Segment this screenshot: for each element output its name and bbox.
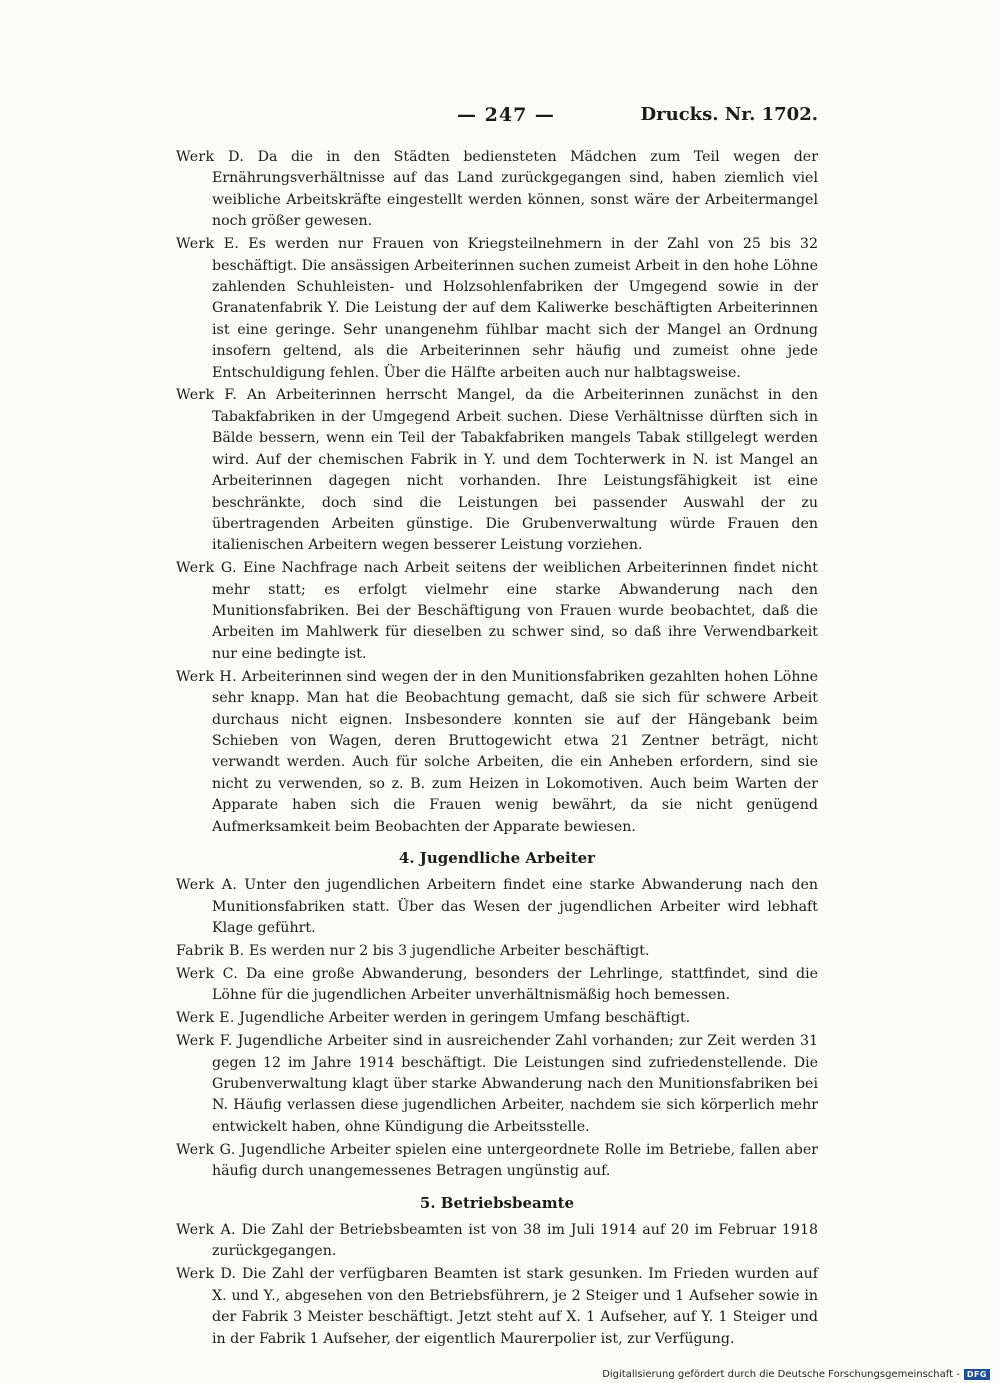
entry-text: Jugendliche Arbeiter spielen eine untergeordnete Rolle im Betriebe, fallen aber häufig durch unangemessenes Betragen ungünstig auf. [212, 1141, 818, 1180]
report-entry [176, 875, 818, 939]
entry-label: Werk H. [176, 668, 237, 685]
entry-label: Werk E. [176, 236, 240, 253]
entry-label: Werk C. [176, 966, 239, 983]
entry-label: Werk A. [176, 877, 238, 894]
page-number: — 247 — [457, 104, 555, 126]
entry-label: Werk F. [176, 387, 238, 404]
entry-label: Werk D. [176, 1266, 237, 1283]
entry-label: Werk D. [176, 149, 245, 165]
report-entry [176, 1264, 818, 1350]
entry-text: Da die in den Städten bediensteten Mädchen zum Teil wegen der Ernährungsverhältnisse auf das Land zurückgegangen sind, haben ziemlich viel weibliche Arbeitskräfte eingestellt werden können, sonst wäre der Arbeitermangel noch größer gewesen. [212, 149, 818, 230]
entry-text: Da eine große Abwanderung, besonders der Lehrlinge, stattfindet, sind die Löhne für die jugendlichen Arbeiter unverhältnismäßig hoch bemessen. [212, 966, 818, 1004]
entry-label: Werk E. [176, 1010, 235, 1027]
entry-text: Jugendliche Arbeiter werden in geringem Umfang beschäftigt. [239, 1010, 691, 1027]
report-entry [176, 558, 818, 665]
report-entry [176, 1220, 818, 1263]
section-heading: 4. Jugendliche Arbeiter [398, 849, 596, 867]
report-entry [176, 964, 818, 1007]
document-reference: Drucks. Nr. 1702. [640, 104, 818, 125]
section-heading: 5. Betriebsbeamte [419, 1193, 575, 1212]
document-body [176, 147, 818, 1351]
entry-text: Es werden nur 2 bis 3 jugendliche Arbeiter beschäftigt. [249, 943, 650, 960]
entry-label: Werk F. [176, 1033, 233, 1050]
entry-text: Unter den jugendlichen Arbeitern findet eine starke Abwanderung nach den Munitionsfabriken statt. Über das Wesen der jugendlichen Arbeiter wird lebhaft Klage geführt. [212, 877, 818, 937]
entry-text: Die Zahl der verfügbaren Beamten ist stark gesunken. Im Frieden wurden auf X. und Y., abgesehen von den Betriebsführern, je 2 Steiger und 1 Aufseher sowie in der Fabrik 3 Meister beschäftigt. Jetzt steht auf X. 1 Aufseher, auf Y. 1 Steiger und in der Fabrik 1 Aufseher, der eigentlich Maurerpolier ist, zur Verfügung. [212, 1266, 818, 1347]
entry-text: Arbeiterinnen sind wegen der in den Munitionsfabriken gezahlten hohen Löhne sehr knapp. Man hat die Beobachtung gemacht, daß sie sich für schwere Arbeit durchaus nicht eignen. Insbesondere konnten sie auf der Hängebank beim Schieben von Wagen, deren Bruttogewicht etwa 21 Zentner beträgt, nicht verwandt werden. Auch für solche Arbeiten, die ein Anheben erfordern, sind sie nicht zu verwenden, so z. B. zum Heizen in Lokomotiven. Auch beim Warten der Apparate haben sich die Frauen wenig bewährt, da sie nicht genügend Aufmerksamkeit beim Beobachten der Apparate bewiesen. [212, 668, 818, 835]
entry-label: Fabrik B. [176, 943, 245, 960]
page-header [176, 104, 818, 132]
entry-text: Jugendliche Arbeiter sind in ausreichender Zahl vorhanden; zur Zeit werden 31 gegen 12 im Jahre 1914 beschäftigt. Die Leistungen sind zufriedenstellende. Die Grubenverwaltung klagt über starke Abwanderung nach den Munitionsfabriken bei N. Häufig verlassen diese jugendlichen Arbeiter, nachdem sie sich körperlich mehr entwickelt haben, ohne Kündigung die Arbeitsstelle. [212, 1033, 818, 1135]
entry-text: Eine Nachfrage nach Arbeit seitens der weiblichen Arbeiterinnen findet nicht mehr statt; es erfolgt vielmehr eine starke Abwanderung nach den Munitionsfabriken. Bei der Beschäftigung von Frauen wurde beobachtet, daß die Arbeiten im Mahlwerk für dieselben zu schwer sind, so daß ihre Verwendbarkeit nur eine bedingte ist. [212, 560, 818, 662]
entry-label: Werk A. [176, 1222, 236, 1238]
entry-text: Die Zahl der Betriebsbeamten ist von 38 im Juli 1914 auf 20 im Februar 1918 zurückgegangen. [212, 1222, 818, 1260]
report-entry [176, 385, 818, 556]
report-entry [176, 1031, 818, 1138]
report-entry [176, 1140, 818, 1183]
entry-label: Werk G. [176, 1141, 236, 1158]
entry-text: Es werden nur Frauen von Kriegsteilnehmern in der Zahl von 25 bis 32 beschäftigt. Die ansässigen Arbeiterinnen suchen zumeist Arbeit in den hohe Löhne zahlenden Schuhleisten- und Holzsohlenfabriken der Umgegend sowie in der Granatenfabrik Y. Die Leistung der auf dem Kaliwerke beschäftigten Arbeiterinnen ist eine geringe. Sehr unangenehm fühlbar macht sich der Mangel an Ordnung insofern geltend, als die Arbeiterinnen sehr häufig und zumeist ohne jede Entschuldigung fehlen. Über die Hälfte arbeiten auch nur halbtagsweise. [212, 236, 818, 381]
report-entry [176, 941, 818, 962]
report-entry [176, 667, 818, 838]
footer-text: Digitalisierung gefördert durch die Deutsche Forschungsgemeinschaft - [602, 1369, 960, 1380]
entry-text: An Arbeiterinnen herrscht Mangel, da die Arbeiterinnen zunächst in den Tabakfabriken in der Umgegend Arbeit suchen. Diese Verhältnisse dürften sich in Bälde bessern, wenn ein Teil der Tabakfabriken mangels Tabak stillgelegt werden wird. Auf der chemischen Fabrik in Y. und dem Tochterwerk in N. ist Mangel an Arbeiterinnen dagegen nicht vorhanden. Ihre Leistungsfähigkeit ist eine beschränkte, doch sind die Leistungen bei passender Auswahl der zu übertragenden Arbeiten günstige. Die Grubenverwaltung würde Frauen den italienischen Arbeitern wegen besserer Leistung vorziehen. [212, 387, 818, 554]
report-entry [176, 1008, 818, 1029]
report-entry [176, 147, 818, 233]
digitization-footer [602, 1369, 990, 1380]
entry-label: Werk G. [176, 560, 237, 577]
report-entry [176, 234, 818, 384]
dfg-logo: DFG [964, 1369, 990, 1380]
